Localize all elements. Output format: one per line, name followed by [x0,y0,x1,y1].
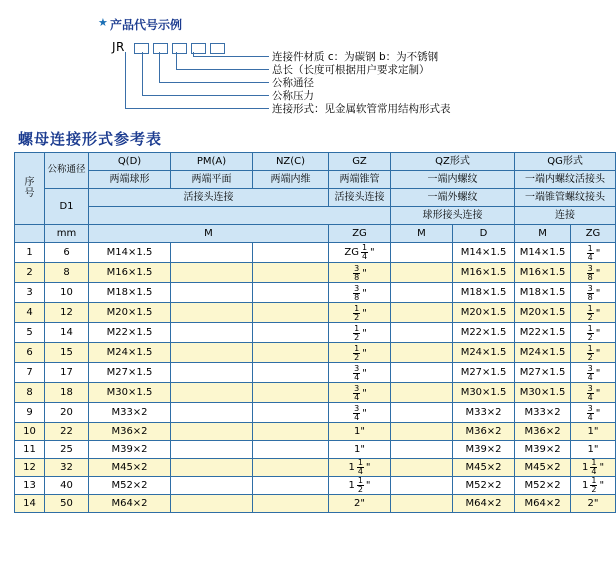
cell-seq: 11 [15,441,45,459]
header-row-desc2 [15,189,616,207]
cell-pm [171,383,253,403]
header-desc-qg-1: 一端内螺纹活接头 [515,171,616,189]
cell-qg-m: M39×2 [515,441,571,459]
cell-gz: 2" [329,495,391,513]
cell-qd: M36×2 [89,423,171,441]
leader-line [176,52,177,69]
cell-dn: 25 [45,441,89,459]
legend-title: 产品代号示例 [110,18,183,32]
header-unit-zg-2: ZG [571,225,616,243]
product-code-legend [0,0,600,118]
code-box [153,43,168,54]
cell-qz-d: M30×1.5 [453,383,515,403]
leader-line [142,52,143,95]
cell-dn: 15 [45,343,89,363]
cell-dn: 12 [45,303,89,323]
header-d1: D1 [45,189,89,225]
header-unit-zg-1: ZG [329,225,391,243]
cell-dn: 20 [45,403,89,423]
cell-qg-zg: 1 $\frac{1}{4}$ " [571,459,616,477]
table-row [15,363,616,383]
cell-qz-d: M14×1.5 [453,243,515,263]
cell-dn: 18 [45,383,89,403]
cell-dn: 32 [45,459,89,477]
table-row [15,495,616,513]
cell-seq: 9 [15,403,45,423]
cell-qz-m [391,383,453,403]
cell-nz [253,283,329,303]
cell-qz-m [391,323,453,343]
cell-pm [171,243,253,263]
legend-label-conn-type: 连接形式：见金属软管常用结构形式表 [272,103,451,115]
cell-qg-zg: $\frac{3}{8}$ " [571,263,616,283]
cell-seq: 12 [15,459,45,477]
header-unit-m-1: M [89,225,329,243]
header-group-qz: QZ形式 [391,153,515,171]
cell-qg-m: M14×1.5 [515,243,571,263]
leader-line [159,52,160,82]
header-desc-qd-2: 活接头连接 [89,189,329,207]
table-row [15,323,616,343]
header-group-nz: NZ(C) [253,153,329,171]
cell-qg-m: M24×1.5 [515,343,571,363]
header-seq: 序 号 [15,153,45,225]
cell-qz-d: M27×1.5 [453,363,515,383]
cell-qg-zg: 2" [571,495,616,513]
cell-pm [171,459,253,477]
cell-qz-d: M45×2 [453,459,515,477]
cell-qd: M64×2 [89,495,171,513]
leader-line [176,69,269,70]
nut-connection-table-wrapper [14,152,606,513]
leader-line [142,95,269,96]
header-dn: 公称通径 [45,153,89,189]
cell-qd: M16×1.5 [89,263,171,283]
cell-qg-m: M16×1.5 [515,263,571,283]
cell-seq: 7 [15,363,45,383]
cell-qd: M39×2 [89,441,171,459]
header-unit-d: D [453,225,515,243]
header-desc-qz-3: 球形接头连接 [391,207,515,225]
cell-gz: $\frac{3}{4}$ " [329,383,391,403]
code-box [210,43,225,54]
header-group-qd: Q(D) [89,153,171,171]
cell-dn: 17 [45,363,89,383]
cell-pm [171,441,253,459]
cell-qg-zg: 1" [571,423,616,441]
cell-qg-zg: 1 $\frac{1}{2}$ " [571,477,616,495]
cell-nz [253,383,329,403]
header-desc-qg-3: 连接 [515,207,616,225]
cell-nz [253,263,329,283]
cell-dn: 14 [45,323,89,343]
cell-qg-m: M64×2 [515,495,571,513]
cell-qg-m: M18×1.5 [515,283,571,303]
cell-nz [253,343,329,363]
cell-qd: M14×1.5 [89,243,171,263]
cell-qz-d: M64×2 [453,495,515,513]
legend-label-dn: 公称通径 [272,77,314,89]
header-blank [89,207,391,225]
header-group-qg: QG形式 [515,153,616,171]
code-boxes [134,43,225,54]
cell-qz-m [391,459,453,477]
cell-seq: 4 [15,303,45,323]
cell-qz-d: M52×2 [453,477,515,495]
cell-qg-m: M36×2 [515,423,571,441]
header-desc-qg-2: 一端锥管螺纹接头 [515,189,616,207]
cell-gz: $\frac{1}{2}$ " [329,303,391,323]
cell-qd: M20×1.5 [89,303,171,323]
cell-nz [253,477,329,495]
header-desc-gz: 两端锥管 [329,171,391,189]
cell-qd: M22×1.5 [89,323,171,343]
cell-nz [253,441,329,459]
cell-qg-zg: $\frac{1}{4}$ " [571,243,616,263]
cell-pm [171,363,253,383]
cell-nz [253,495,329,513]
cell-qz-m [391,243,453,263]
cell-qg-zg: $\frac{3}{8}$ " [571,283,616,303]
cell-pm [171,263,253,283]
cell-dn: 22 [45,423,89,441]
cell-gz: $\frac{3}{4}$ " [329,403,391,423]
cell-seq: 14 [15,495,45,513]
cell-qd: M27×1.5 [89,363,171,383]
cell-qz-m [391,303,453,323]
cell-nz [253,363,329,383]
header-group-gz: GZ [329,153,391,171]
table-row [15,283,616,303]
header-row-codes [15,153,616,171]
cell-qg-m: M27×1.5 [515,363,571,383]
cell-qg-zg: $\frac{1}{2}$ " [571,323,616,343]
cell-qg-zg: $\frac{3}{4}$ " [571,383,616,403]
cell-qg-m: M45×2 [515,459,571,477]
cell-gz: $\frac{3}{8}$ " [329,283,391,303]
cell-nz [253,459,329,477]
cell-seq: 2 [15,263,45,283]
cell-pm [171,283,253,303]
cell-qz-d: M18×1.5 [453,283,515,303]
cell-nz [253,303,329,323]
cell-gz: $\frac{1}{2}$ " [329,343,391,363]
header-row-desc1 [15,171,616,189]
cell-qz-m [391,263,453,283]
leader-line [125,108,269,109]
cell-seq: 3 [15,283,45,303]
header-unit-m-3: M [515,225,571,243]
leader-line [193,56,269,57]
cell-nz [253,423,329,441]
leader-line [125,52,126,108]
cell-seq: 8 [15,383,45,403]
cell-qz-d: M39×2 [453,441,515,459]
cell-qz-m [391,477,453,495]
header-desc-qz-1: 一端内螺纹 [391,171,515,189]
header-group-pm: PM(A) [171,153,253,171]
cell-qg-m: M22×1.5 [515,323,571,343]
table-header [15,153,616,243]
header-row-units [15,225,616,243]
cell-qz-d: M20×1.5 [453,303,515,323]
cell-dn: 8 [45,263,89,283]
table-row [15,477,616,495]
cell-gz: 1" [329,441,391,459]
cell-seq: 1 [15,243,45,263]
header-desc-qd: 两端球形 [89,171,171,189]
nut-connection-table [14,152,616,513]
cell-qz-m [391,403,453,423]
table-row [15,243,616,263]
cell-pm [171,423,253,441]
section-title: 螺母连接形式参考表 [18,130,163,148]
cell-qg-m: M30×1.5 [515,383,571,403]
cell-pm [171,403,253,423]
cell-pm [171,303,253,323]
code-box [172,43,187,54]
table-row [15,303,616,323]
cell-qz-d: M24×1.5 [453,343,515,363]
cell-gz: $\frac{3}{8}$ " [329,263,391,283]
cell-pm [171,495,253,513]
cell-seq: 6 [15,343,45,363]
cell-seq: 10 [15,423,45,441]
cell-seq: 13 [15,477,45,495]
cell-qz-d: M22×1.5 [453,323,515,343]
cell-dn: 6 [45,243,89,263]
cell-qz-d: M33×2 [453,403,515,423]
cell-gz: $\frac{1}{2}$ " [329,323,391,343]
table-row [15,383,616,403]
cell-pm [171,343,253,363]
cell-gz: 1" [329,423,391,441]
cell-qz-m [391,343,453,363]
cell-pm [171,323,253,343]
cell-qz-m [391,441,453,459]
cell-qd: M52×2 [89,477,171,495]
table-row [15,441,616,459]
cell-qd: M24×1.5 [89,343,171,363]
cell-qg-zg: 1" [571,441,616,459]
cell-qg-zg: $\frac{1}{2}$ " [571,303,616,323]
cell-nz [253,243,329,263]
header-desc-pm: 两端平面 [171,171,253,189]
cell-qg-m: M33×2 [515,403,571,423]
cell-gz: ZG $\frac{1}{4}$ " [329,243,391,263]
cell-qz-d: M36×2 [453,423,515,441]
header-desc-gz-2: 活接头连接 [329,189,391,207]
cell-qg-zg: $\frac{3}{4}$ " [571,403,616,423]
cell-nz [253,403,329,423]
cell-dn: 50 [45,495,89,513]
cell-dn: 40 [45,477,89,495]
cell-qg-zg: $\frac{1}{2}$ " [571,343,616,363]
legend-label-pressure: 公称压力 [272,90,314,102]
table-row [15,459,616,477]
cell-gz: 1 $\frac{1}{4}$ " [329,459,391,477]
cell-qz-m [391,363,453,383]
table-row [15,403,616,423]
cell-qg-m: M20×1.5 [515,303,571,323]
cell-dn: 10 [45,283,89,303]
cell-qd: M18×1.5 [89,283,171,303]
cell-gz: 1 $\frac{1}{2}$ " [329,477,391,495]
table-row [15,423,616,441]
cell-qd: M30×1.5 [89,383,171,403]
cell-qz-m [391,495,453,513]
cell-nz [253,323,329,343]
cell-qz-m [391,423,453,441]
cell-seq: 5 [15,323,45,343]
cell-qd: M45×2 [89,459,171,477]
cell-qz-d: M16×1.5 [453,263,515,283]
leader-line [159,82,269,83]
cell-qg-zg: $\frac{3}{4}$ " [571,363,616,383]
table-body [15,243,616,513]
header-unit-mm: mm [45,225,89,243]
header-unit-seq [15,225,45,243]
table-row [15,263,616,283]
header-desc-qz-2: 一端外螺纹 [391,189,515,207]
cell-qg-m: M52×2 [515,477,571,495]
cell-gz: $\frac{3}{4}$ " [329,363,391,383]
legend-label-material: 连接件材质 c：为碳钢 b：为不锈钢 [272,51,439,63]
cell-qz-m [391,283,453,303]
header-unit-m-2: M [391,225,453,243]
star-icon: ★ [98,16,108,29]
header-row-desc3 [15,207,616,225]
table-row [15,343,616,363]
legend-label-length: 总长（长度可根据用户要求定制） [272,64,430,76]
cell-qd: M33×2 [89,403,171,423]
cell-pm [171,477,253,495]
code-prefix: JR [112,40,125,54]
header-desc-nz: 两端内维 [253,171,329,189]
